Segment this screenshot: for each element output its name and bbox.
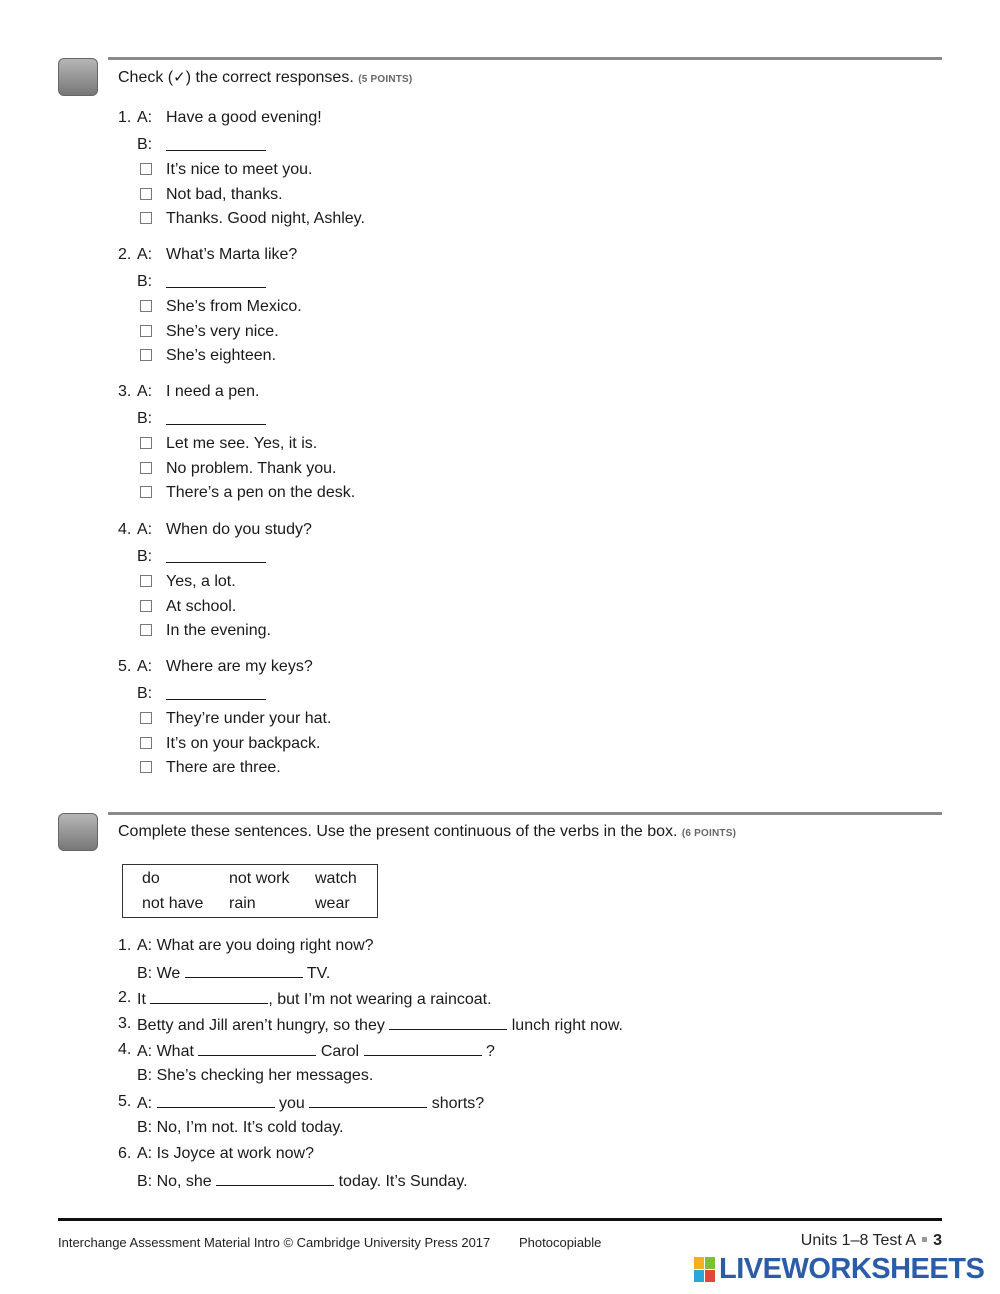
item-3-number: 3. xyxy=(118,1015,132,1032)
option-label: Not bad, thanks. xyxy=(166,185,283,203)
speaker-a-label: A: xyxy=(137,521,153,538)
option-checkbox[interactable] xyxy=(140,349,152,361)
option-label: Thanks. Good night, Ashley. xyxy=(166,210,365,227)
question-number: 3. xyxy=(118,383,132,400)
speaker-b-label: B: xyxy=(137,136,153,153)
question-prompt: Where are my keys? xyxy=(166,658,313,675)
word-not-work: not work xyxy=(229,870,290,887)
item-4-number: 4. xyxy=(118,1041,132,1058)
question-prompt: Have a good evening! xyxy=(166,109,322,126)
option-checkbox[interactable] xyxy=(140,486,152,498)
item-5-line-a: A: you shorts? xyxy=(137,1095,485,1112)
item-6-line-a: A: Is Joyce at work now? xyxy=(137,1145,314,1162)
item-2-number: 2. xyxy=(118,989,132,1006)
option-label: She’s very nice. xyxy=(166,322,279,340)
question-number: 1. xyxy=(118,109,132,126)
item-5-line-b: B: No, I’m not. It’s cold today. xyxy=(137,1119,344,1136)
question-prompt: I need a pen. xyxy=(166,383,260,400)
option-checkbox[interactable] xyxy=(140,188,152,200)
answer-line xyxy=(166,685,266,705)
answer-blank[interactable] xyxy=(198,1041,316,1056)
question-number: 5. xyxy=(118,658,132,675)
footer-page-info: Units 1–8 Test A 3 xyxy=(800,1232,942,1249)
option-checkbox[interactable] xyxy=(140,575,152,587)
item-5-number: 5. xyxy=(118,1093,132,1110)
option-checkbox[interactable] xyxy=(140,737,152,749)
option-label: There’s a pen on the desk. xyxy=(166,484,356,501)
question-prompt: When do you study? xyxy=(166,521,312,538)
liveworksheets-logo-text: LIVEWORKSHEETS xyxy=(719,1253,985,1285)
question-number: 2. xyxy=(118,246,132,263)
option-label: Let me see. Yes, it is. xyxy=(166,435,318,452)
option-label: It’s nice to meet you. xyxy=(166,161,313,178)
answer-blank[interactable] xyxy=(309,1093,427,1108)
item-1-number: 1. xyxy=(118,937,132,954)
option-label: She’s eighteen. xyxy=(166,347,277,364)
question-prompt: What’s Marta like? xyxy=(166,246,298,263)
option-checkbox[interactable] xyxy=(140,462,152,474)
answer-blank[interactable] xyxy=(389,1015,507,1030)
word-not-have: not have xyxy=(142,895,204,912)
speaker-b-label: B: xyxy=(137,548,153,565)
liveworksheets-logo-icon xyxy=(694,1256,716,1284)
option-checkbox[interactable] xyxy=(140,600,152,612)
item-1-line-b: B: We TV. xyxy=(137,965,331,982)
speaker-b-label: B: xyxy=(137,273,153,290)
answer-blank[interactable] xyxy=(216,1171,334,1186)
option-label: At school. xyxy=(166,597,237,615)
question-number: 4. xyxy=(118,521,132,538)
word-wear: wear xyxy=(315,895,350,912)
answer-line xyxy=(166,136,266,156)
speaker-a-label: A: xyxy=(137,246,153,263)
option-checkbox[interactable] xyxy=(140,212,152,224)
option-label: It’s on your backpack. xyxy=(166,734,321,752)
word-rain: rain xyxy=(229,895,256,912)
speaker-a-label: A: xyxy=(137,383,153,400)
speaker-b-label: B: xyxy=(137,685,153,702)
item-4-line-a: A: What Carol ? xyxy=(137,1043,495,1060)
footer-rule xyxy=(58,1218,942,1221)
item-6-number: 6. xyxy=(118,1145,132,1162)
speaker-a-label: A: xyxy=(137,109,153,126)
word-do: do xyxy=(142,870,160,887)
answer-line xyxy=(166,548,266,568)
answer-blank[interactable] xyxy=(185,963,303,978)
separator-square-icon xyxy=(922,1237,927,1242)
section-1-instruction: Check (✓) the correct responses. (5 POINTS) xyxy=(118,68,413,86)
option-label: They’re under your hat. xyxy=(166,710,332,727)
answer-line xyxy=(166,273,266,293)
item-6-line-b: B: No, she today. It’s Sunday. xyxy=(137,1173,468,1190)
section-1-points: (5 POINTS) xyxy=(358,74,413,85)
option-label: In the evening. xyxy=(166,622,271,639)
option-checkbox[interactable] xyxy=(140,624,152,636)
item-4-line-b: B: She’s checking her messages. xyxy=(137,1067,374,1084)
option-checkbox[interactable] xyxy=(140,300,152,312)
speaker-a-label: A: xyxy=(137,658,153,675)
option-label: No problem. Thank you. xyxy=(166,459,337,477)
answer-blank[interactable] xyxy=(157,1093,275,1108)
page-number: 3 xyxy=(933,1232,942,1249)
item-3-line: Betty and Jill aren’t hungry, so they lunch right now. xyxy=(137,1017,623,1034)
word-watch: watch xyxy=(315,870,357,887)
item-2-line: It , but I’m not wearing a raincoat. xyxy=(137,991,492,1008)
answer-blank[interactable] xyxy=(150,989,268,1004)
section-2-rule xyxy=(108,812,942,815)
section-1-marker xyxy=(58,58,98,96)
section-1-rule xyxy=(108,57,942,60)
answer-line xyxy=(166,410,266,430)
section-2-instruction: Complete these sentences. Use the present continuous of the verbs in the box. (6 POINTS) xyxy=(118,823,737,840)
option-label: Yes, a lot. xyxy=(166,573,236,590)
footer-photocopiable: Photocopiable xyxy=(519,1235,602,1250)
answer-blank[interactable] xyxy=(364,1041,482,1056)
option-label: There are three. xyxy=(166,759,281,776)
option-label: She’s from Mexico. xyxy=(166,298,302,315)
option-checkbox[interactable] xyxy=(140,437,152,449)
item-1-line-a: A: What are you doing right now? xyxy=(137,937,374,954)
speaker-b-label: B: xyxy=(137,410,153,427)
option-checkbox[interactable] xyxy=(140,163,152,175)
section-2-points: (6 POINTS) xyxy=(681,828,737,839)
footer-copyright: Interchange Assessment Material Intro © Cambridge University Press 2017 xyxy=(58,1235,491,1250)
option-checkbox[interactable] xyxy=(140,712,152,724)
check-mark-icon: ✓ xyxy=(173,68,186,86)
section-2-marker xyxy=(58,813,98,851)
option-checkbox[interactable] xyxy=(140,325,152,337)
option-checkbox[interactable] xyxy=(140,761,152,773)
